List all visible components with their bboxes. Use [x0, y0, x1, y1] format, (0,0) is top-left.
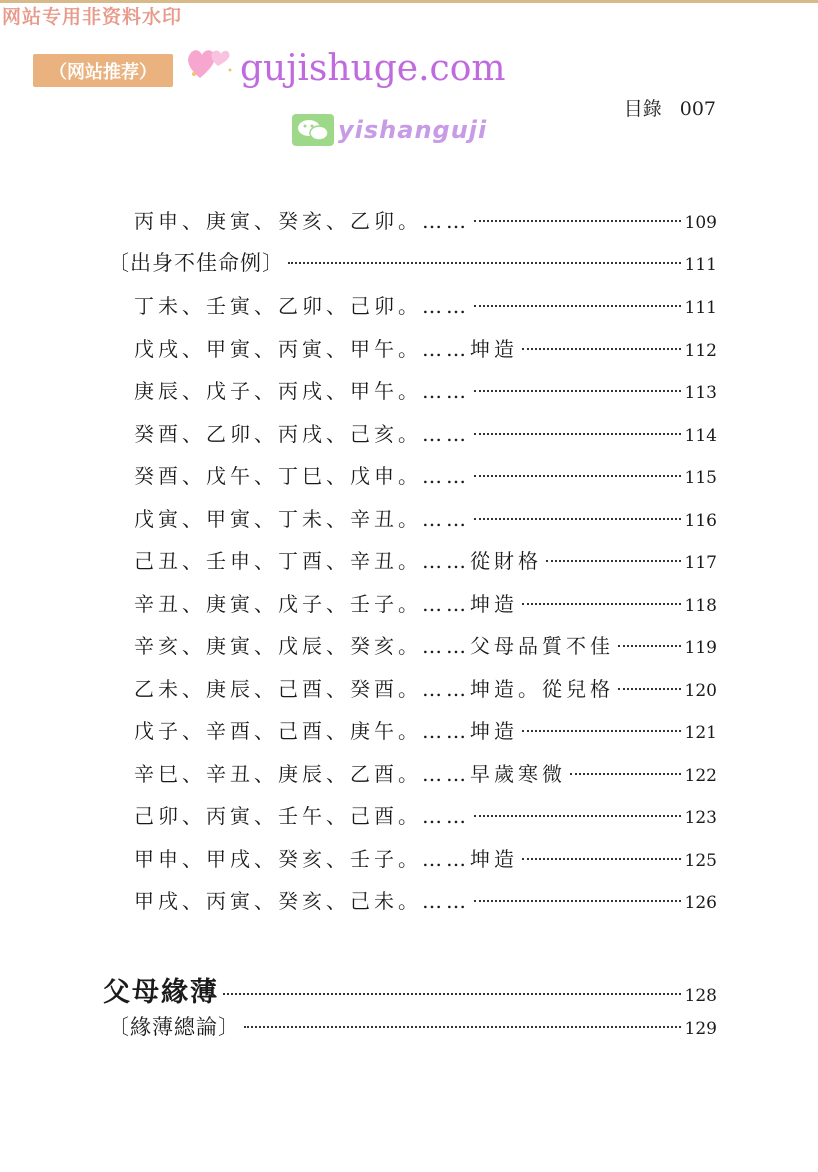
toc-entry — [134, 290, 717, 320]
toc-entry-text: 己卯、丙寅、壬午、己酉。…… — [134, 804, 470, 828]
toc-entry-text: 癸酉、乙卯、丙戌、己亥。…… — [134, 422, 470, 446]
toc-page-number: 114 — [684, 426, 717, 446]
dot-leader — [474, 305, 681, 307]
toc-entry — [134, 588, 717, 618]
dot-leader — [474, 900, 681, 902]
toc-entry-text: 辛亥、庚寅、戊辰、癸亥。…… — [134, 634, 470, 658]
toc-entry-note: 從財格 — [470, 549, 542, 573]
toc-page-number: 121 — [684, 723, 717, 743]
toc-entry — [134, 333, 717, 363]
toc-page-number: 118 — [684, 596, 717, 616]
toc-page-number: 126 — [684, 893, 717, 913]
toc-entry-text: 乙未、庚辰、己酉、癸酉。…… — [134, 677, 470, 701]
toc-entry-note: 父母品質不佳 — [470, 634, 614, 658]
toc-page-number: 122 — [684, 766, 717, 786]
toc-page-number: 125 — [684, 851, 717, 871]
watermark-site: gujishuge.com — [240, 48, 506, 89]
wechat-icon — [292, 114, 334, 146]
header-page-number: 007 — [679, 98, 716, 120]
dot-leader — [474, 518, 681, 520]
dot-leader — [570, 773, 681, 775]
toc-entry — [134, 460, 717, 490]
hearts-icon — [184, 40, 240, 84]
watermark-text: 网站专用非资料水印 — [2, 6, 183, 28]
toc-entry-text: 丁未、壬寅、乙卯、己卯。…… — [134, 294, 470, 318]
toc-entry-text: 庚辰、戊子、丙戌、甲午。…… — [134, 379, 470, 403]
toc-entry-text: 丙申、庚寅、癸亥、乙卯。…… — [134, 209, 470, 233]
toc-entry-text: 己丑、壬申、丁酉、辛丑。…… — [134, 549, 470, 573]
toc-entry — [134, 800, 717, 830]
toc-entry-text: 甲戌、丙寅、癸亥、己未。…… — [134, 889, 470, 913]
toc-entry — [134, 630, 717, 660]
toc-entry-note: 坤造 — [470, 847, 518, 871]
toc-page-number: 111 — [684, 255, 717, 275]
toc-entry — [134, 503, 717, 533]
toc-page-number: 123 — [684, 808, 717, 828]
toc-entry-text: 甲申、甲戌、癸亥、壬子。…… — [134, 847, 470, 871]
toc-page-number: 120 — [684, 681, 717, 701]
toc-entry-text: 戊子、辛酉、己酉、庚午。…… — [134, 719, 470, 743]
dot-leader — [474, 815, 681, 817]
dot-leader — [474, 390, 681, 392]
toc-entry-text: 癸酉、戊午、丁巳、戊申。…… — [134, 464, 470, 488]
toc-entry-note: 坤造 — [470, 337, 518, 361]
toc-page-number: 109 — [684, 213, 717, 233]
toc-entry-text: 辛丑、庚寅、戊子、壬子。…… — [134, 592, 470, 616]
toc-entry-text: 辛巳、辛丑、庚辰、乙酉。…… — [134, 762, 470, 786]
toc-entry — [134, 843, 717, 873]
toc-entry — [134, 418, 717, 448]
dot-leader — [223, 993, 681, 995]
toc-entry-text: 戊戌、甲寅、丙寅、甲午。…… — [134, 337, 470, 361]
dot-leader — [522, 858, 681, 860]
toc-chapter — [103, 970, 717, 1008]
toc-entry — [134, 758, 717, 788]
toc-section — [108, 1011, 717, 1041]
toc-page-number: 129 — [684, 1019, 717, 1039]
dot-leader — [618, 645, 681, 647]
dot-leader — [474, 433, 681, 435]
toc-page-number: 113 — [684, 383, 717, 403]
toc-entry — [134, 715, 717, 745]
toc-page-number: 116 — [684, 511, 717, 531]
dot-leader — [522, 348, 681, 350]
toc-entry-text: 〔緣薄總論〕 — [108, 1015, 240, 1039]
toc-entry — [134, 205, 717, 235]
toc-entry-note: 坤造 — [470, 719, 518, 743]
toc-page-number: 112 — [684, 341, 717, 361]
toc-page-number: 119 — [684, 638, 717, 658]
toc-entry-text: 父母緣薄 — [103, 977, 219, 1008]
toc-entry — [134, 545, 717, 575]
dot-leader — [244, 1026, 681, 1028]
toc-entry-note: 坤造 — [470, 592, 518, 616]
toc-entry-text: 戊寅、甲寅、丁未、辛丑。…… — [134, 507, 470, 531]
dot-leader — [522, 603, 681, 605]
toc-page-number: 111 — [684, 298, 717, 318]
toc-entry — [134, 375, 717, 405]
header-title: 目錄 — [623, 98, 662, 120]
dot-leader — [522, 730, 681, 732]
toc-entry-note: 坤造。從兒格 — [470, 677, 614, 701]
toc-entry-note: 早歲寒微 — [470, 762, 566, 786]
toc-page-number: 115 — [684, 468, 717, 488]
toc-entry-text: 〔出身不佳命例〕 — [108, 251, 284, 275]
dot-leader — [288, 262, 681, 264]
toc-page-number: 128 — [684, 986, 717, 1006]
dot-leader — [474, 220, 681, 222]
dot-leader — [618, 688, 681, 690]
dot-leader — [474, 475, 681, 477]
toc-page-number: 117 — [684, 553, 717, 573]
watermark-wechat-id: yishanguji — [338, 116, 488, 144]
watermark-badge: （网站推荐） — [33, 54, 173, 87]
dot-leader — [546, 560, 681, 562]
toc-entry — [134, 885, 717, 915]
running-header — [624, 94, 716, 121]
toc-section — [108, 247, 717, 277]
toc-entry — [134, 673, 717, 703]
